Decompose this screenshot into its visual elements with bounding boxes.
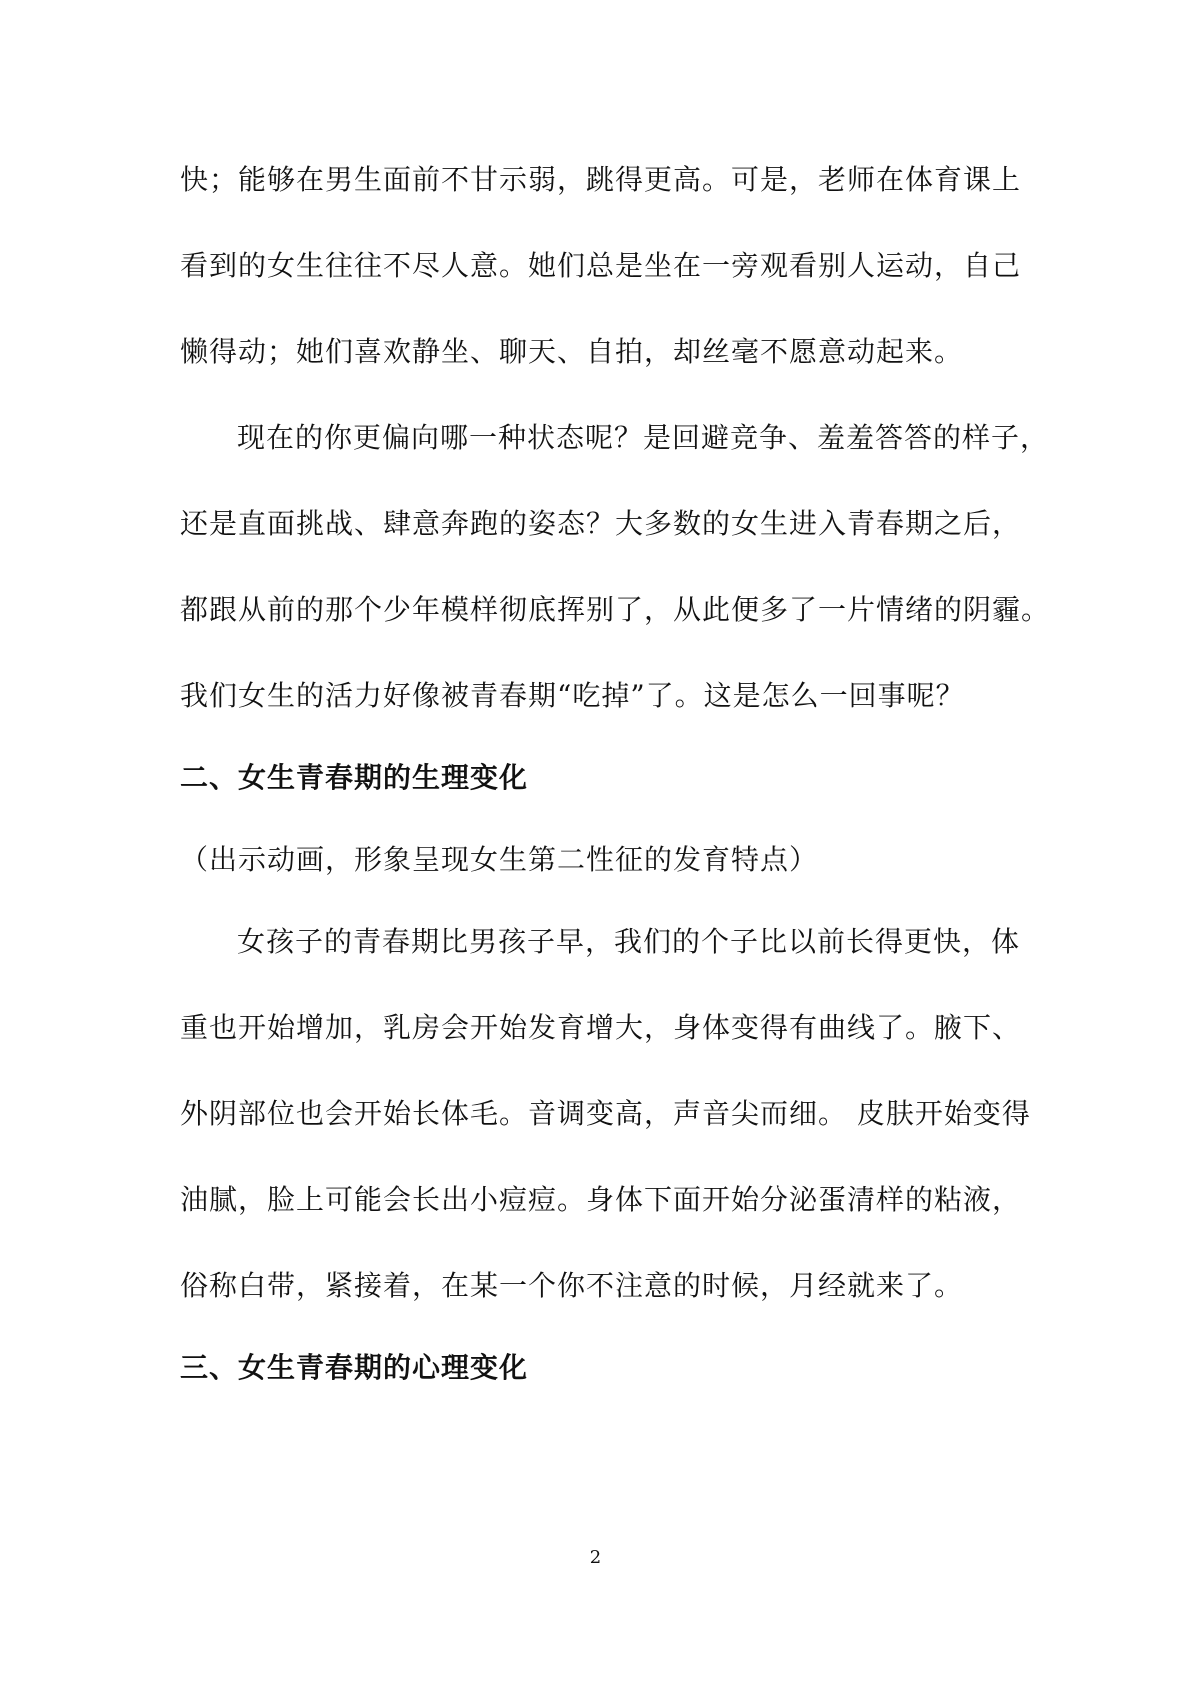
paragraph-start-line: 现在的你更偏向哪一种状态呢？是回避竞争、羞羞答答的样子， [237, 421, 1050, 454]
page-number: 2 [589, 1547, 602, 1568]
body-text-line: 俗称白带，紧接着，在某一个你不注意的时候，月经就来了。 [180, 1269, 964, 1302]
body-text-line: 重也开始增加，乳房会开始发育增大，身体变得有曲线了。腋下、 [180, 1011, 1022, 1044]
body-text-line: 懒得动；她们喜欢静坐、聊天、自拍，却丝毫不愿意动起来。 [180, 335, 964, 368]
body-text-line: 快；能够在男生面前不甘示弱，跳得更高。可是，老师在体育课上 [180, 163, 1022, 196]
paragraph-start-line: 女孩子的青春期比男孩子早，我们的个子比以前长得更快，体 [237, 925, 1021, 958]
body-text-line: 看到的女生往往不尽人意。她们总是坐在一旁观看别人运动，自己 [180, 249, 1022, 282]
body-text-line: 油腻，脸上可能会长出小痘痘。身体下面开始分泌蛋清样的粘液， [180, 1183, 1022, 1216]
body-text-line: 都跟从前的那个少年模样彻底挥别了，从此便多了一片情绪的阴霾。 [180, 593, 1051, 626]
section-heading-3: 三、女生青春期的心理变化 [180, 1351, 529, 1384]
stage-direction: （出示动画，形象呈现女生第二性征的发育特点） [180, 843, 819, 876]
body-text-line: 还是直面挑战、肆意奔跑的姿态？大多数的女生进入青春期之后， [180, 507, 1022, 540]
body-text-line: 外阴部位也会开始长体毛。音调变高，声音尖而细。 皮肤开始变得 [180, 1097, 1031, 1130]
section-heading-2: 二、女生青春期的生理变化 [180, 761, 529, 794]
body-text-line: 我们女生的活力好像被青春期“吃掉”了。这是怎么一回事呢？ [180, 679, 965, 712]
